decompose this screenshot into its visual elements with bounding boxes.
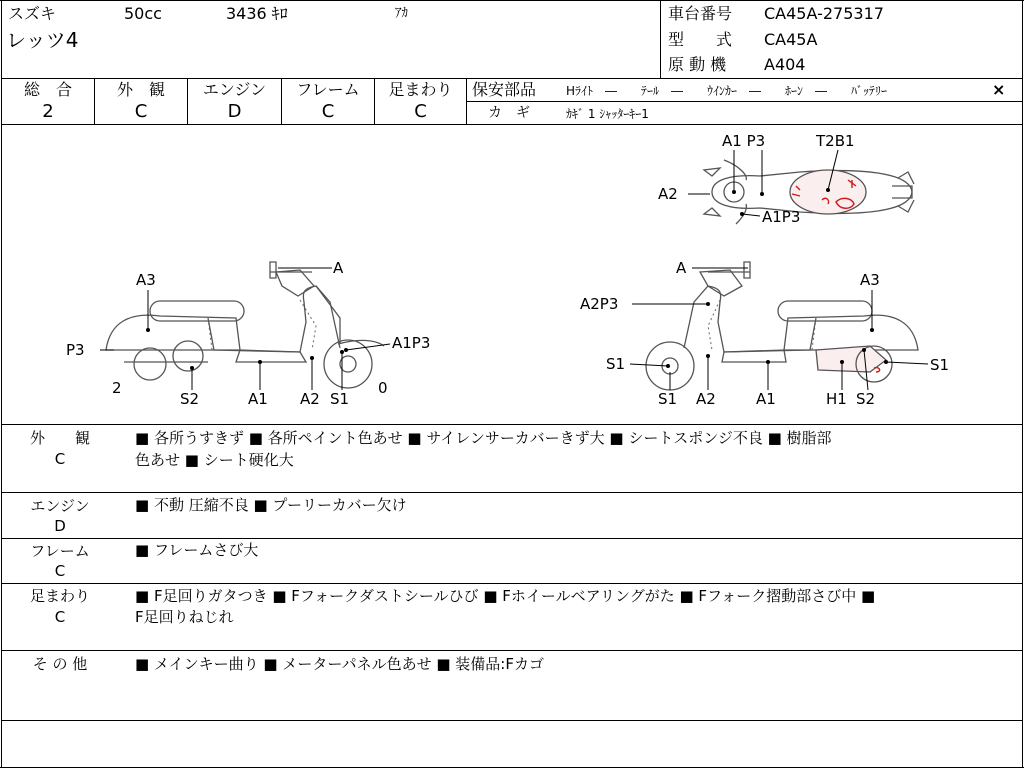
grade-exterior-label: 外 観 — [116, 80, 165, 99]
label-top-a1p3: A1 P3 — [722, 132, 766, 150]
remark-suspension-grade: C — [54, 608, 66, 626]
battery-status: × — [992, 80, 1006, 99]
label-right-a1: A1 — [756, 390, 776, 408]
label-left-a3: A3 — [136, 271, 156, 289]
remark-other-text: ■ メインキー曲り ■ メーターパネル色あせ ■ 装備品:Fカゴ — [135, 655, 544, 673]
label-left-a2: A2 — [300, 390, 320, 408]
line-grades-mid — [466, 101, 1022, 102]
key-label: カ ギ — [488, 105, 530, 121]
label-right-a: A — [676, 259, 687, 277]
label-top-a1p3-b: A1P3 — [762, 208, 801, 226]
remark-engine-text: ■ 不動 圧縮不良 ■ プーリーカバー欠け — [135, 496, 407, 514]
body-color: ｱｶ — [395, 6, 408, 21]
remark-exterior-text: ■ 各所うすきず ■ 各所ペイント色あせ ■ サイレンサーカバーきず大 ■ シートスポンジ不良 ■ 樹脂部 — [135, 429, 832, 447]
label-left-s1: S1 — [330, 390, 350, 408]
label-right-s1-bottom: S1 — [658, 390, 678, 408]
frame-no-label: 車台番号 — [668, 4, 733, 23]
grade-frame-label: フレーム — [296, 80, 360, 99]
remark-suspension-label: 足まわり — [29, 587, 90, 605]
label-right-s1-left: S1 — [606, 355, 626, 373]
line-remark-3 — [1, 583, 1023, 584]
remark-exterior-text2: 色あせ ■ シート硬化大 — [135, 451, 294, 469]
type-value: CA45A — [764, 30, 818, 49]
engine-label: 原 動 機 — [668, 55, 727, 74]
displacement: 50cc — [124, 4, 162, 23]
grade-total-value: 2 — [42, 101, 54, 122]
grade-engine-value: D — [227, 101, 242, 122]
remark-frame-text: ■ フレームさび大 — [135, 541, 259, 559]
label-right-a2: A2 — [696, 390, 716, 408]
label-top-t2b1: T2B1 — [816, 132, 855, 150]
type-label: 型 式 — [668, 30, 733, 49]
grade-suspension-label: 足まわり — [388, 80, 453, 99]
mileage: 3436 ｷﾛ — [226, 4, 288, 23]
key-value: ｶｷﾞ 1 ｼｬｯﾀｰｷｰ1 — [566, 107, 649, 121]
line-remark-4 — [1, 650, 1023, 651]
label-right-s1-right: S1 — [930, 356, 950, 374]
safety-label: 保安部品 — [472, 80, 537, 99]
engine-value: A404 — [764, 55, 806, 74]
label-left-s2: S2 — [180, 390, 200, 408]
grade-engine-label: エンジン — [202, 80, 267, 99]
border-top — [0, 0, 1024, 1]
remark-suspension-text: ■ F足回りガタつき ■ Fフォークダストシールひび ■ Fホイールベアリングがた ■ Fフォーク摺動部さび中 ■ — [135, 587, 876, 605]
remark-other-label: そ の 他 — [32, 655, 88, 673]
remark-engine-label: エンジン — [30, 497, 90, 515]
line-remark-5 — [1, 720, 1023, 721]
label-left-2: 2 — [112, 379, 122, 397]
damage-diagram — [0, 125, 1024, 424]
label-left-a: A — [333, 259, 344, 277]
grade-frame-value: C — [321, 101, 335, 122]
grade-suspension-value: C — [414, 101, 427, 122]
label-right-a2p3: A2P3 — [580, 295, 619, 313]
remark-frame-label: フレーム — [30, 542, 90, 560]
line-remark-1 — [1, 492, 1023, 493]
safety-items: Hﾗｲﾄ ― ﾃｰﾙ ― ｳｲﾝｶｰ ― ﾎｰﾝ ― ﾊﾞｯﾃﾘｰ — [566, 84, 888, 98]
model-name: レッツ4 — [6, 28, 79, 52]
header-divider — [660, 0, 661, 78]
remark-engine-grade: D — [54, 517, 66, 535]
label-left-0: 0 — [378, 379, 388, 397]
remark-frame-grade: C — [54, 562, 66, 580]
grade-col-5 — [466, 78, 467, 124]
label-right-h1: H1 — [826, 390, 847, 408]
label-left-a1p3: A1P3 — [392, 334, 431, 352]
line-diagram-bottom — [1, 424, 1023, 425]
grade-exterior-value: C — [134, 101, 148, 122]
label-top-a2: A2 — [658, 185, 678, 203]
remark-exterior-label: 外 観 — [29, 429, 90, 447]
grade-total-label: 総 合 — [23, 80, 72, 99]
label-right-s2: S2 — [856, 390, 876, 408]
maker: スズキ — [8, 4, 57, 23]
label-left-p3: P3 — [66, 341, 85, 359]
label-left-a1: A1 — [248, 390, 268, 408]
label-right-a3: A3 — [860, 271, 880, 289]
remark-exterior-grade: C — [54, 450, 66, 468]
line-header-bottom — [1, 78, 1023, 79]
remark-suspension-text2: F足回りねじれ — [135, 608, 234, 626]
frame-no: CA45A-275317 — [764, 4, 884, 23]
